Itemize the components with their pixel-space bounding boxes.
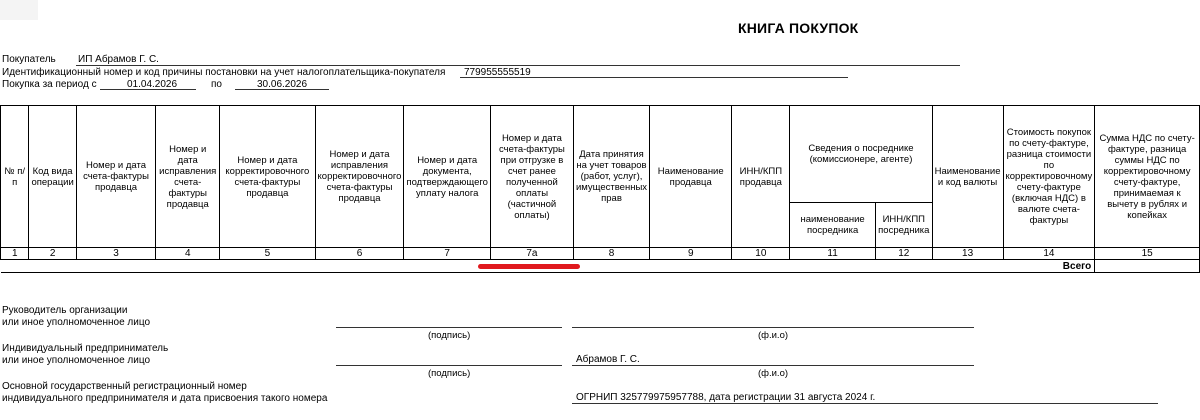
ip-fio: Абрамов Г. С.	[576, 354, 640, 365]
col-number: 13	[932, 248, 1003, 260]
period-from: 01.04.2026	[127, 79, 178, 90]
col-header-10: ИНН/КПП продавца	[732, 106, 790, 248]
head-signature-line	[336, 327, 562, 328]
head-fio-line	[572, 327, 974, 328]
inn-value: 779955555519	[464, 67, 531, 78]
ogrn-label-1: Основной государственный регистрационный номер	[2, 381, 247, 392]
col-number: 12	[875, 248, 932, 260]
col-number: 11	[790, 248, 876, 260]
ogrn-label-2: индивидуального предпринимателя и дата присвоения такого номера	[2, 393, 328, 404]
col-header-intermediary: Сведения о посреднике (комиссионере, агенте)	[790, 106, 932, 203]
head-sign-caption: (подпись)	[428, 330, 471, 341]
buyer-label: Покупатель	[2, 54, 56, 65]
col-number: 2	[29, 248, 76, 260]
col-header-8: Дата принятия на учет товаров (работ, услуг), имущественных прав	[573, 106, 649, 248]
col-number: 3	[76, 248, 156, 260]
col-header-7a: Номер и дата счета-фактуры при отгрузке в счет ранее полученной оплаты (частичной оплаты)	[490, 106, 573, 248]
head-fio-caption: (ф.и.о)	[758, 330, 789, 341]
col-header-12: ИНН/КПП посредника	[875, 203, 932, 248]
col-header-3: Номер и дата счета-фактуры продавца	[76, 106, 156, 248]
total-value-cell	[1095, 260, 1200, 273]
buyer-value: ИП Абрамов Г. С.	[78, 54, 159, 65]
col-number: 4	[156, 248, 220, 260]
ip-label-1: Индивидуальный предприниматель	[2, 343, 169, 354]
inn-underline	[460, 77, 848, 78]
col-header-7: Номер и дата документа, подтверждающего уплату налога	[404, 106, 490, 248]
corner-box	[0, 0, 38, 20]
total-label: Всего	[1, 260, 1095, 273]
highlight-underline	[478, 264, 580, 269]
purchase-ledger-table	[0, 105, 1200, 273]
ip-fio-caption: (ф.и.о)	[758, 368, 789, 379]
col-number: 15	[1095, 248, 1200, 260]
col-header-14: Стоимость покупок по счету-фактуре, разница стоимости по корректировочному счету-фактуре (включая НДС) в валюте счета-фактуры	[1003, 106, 1095, 248]
col-header-2: Код вида операции	[29, 106, 76, 248]
col-header-1: № п/п	[1, 106, 29, 248]
ip-label-2: или иное уполномоченное лицо	[2, 355, 151, 366]
ogrn-underline	[572, 403, 1158, 404]
col-header-4: Номер и дата исправления счета-фактуры продавца	[156, 106, 220, 248]
col-number: 1	[1, 248, 29, 260]
head-label-1: Руководитель организации	[2, 305, 128, 316]
col-number: 8	[573, 248, 649, 260]
col-header-15: Сумма НДС по счету-фактуре, разница суммы НДС по корректировочному счету-фактуре, принимаемая к вычету в рублях и копейках	[1095, 106, 1200, 248]
col-header-9: Наименование продавца	[650, 106, 732, 248]
ip-fio-line	[572, 365, 974, 366]
head-label-2: или иное уполномоченное лицо	[2, 317, 151, 328]
page-title: КНИГА ПОКУПОК	[738, 20, 859, 36]
col-header-6: Номер и дата исправления корректировочного счета-фактуры продавца	[315, 106, 404, 248]
col-number: 9	[650, 248, 732, 260]
col-number: 7	[404, 248, 490, 260]
col-header-5: Номер и дата корректировочного счета-фактуры продавца	[220, 106, 315, 248]
col-number: 6	[315, 248, 404, 260]
period-to-label: по	[211, 79, 222, 90]
ip-sign-caption: (подпись)	[428, 368, 471, 379]
period-from-underline	[100, 89, 196, 90]
ip-signature-line	[336, 365, 562, 366]
period-to-underline	[235, 89, 329, 90]
buyer-underline	[76, 65, 960, 66]
col-header-13: Наименование и код валюты	[932, 106, 1003, 248]
col-number: 10	[732, 248, 790, 260]
inn-label: Идентификационный номер и код причины постановки на учет налогоплательщика-покупателя	[2, 67, 446, 78]
period-label: Покупка за период с	[2, 79, 97, 90]
col-header-11: наименование посредника	[790, 203, 876, 248]
col-number: 7а	[490, 248, 573, 260]
period-to: 30.06.2026	[257, 79, 308, 90]
col-number: 5	[220, 248, 315, 260]
col-number: 14	[1003, 248, 1095, 260]
ogrn-value: ОГРНИП 325779975957788, дата регистрации 31 августа 2024 г.	[576, 392, 876, 403]
